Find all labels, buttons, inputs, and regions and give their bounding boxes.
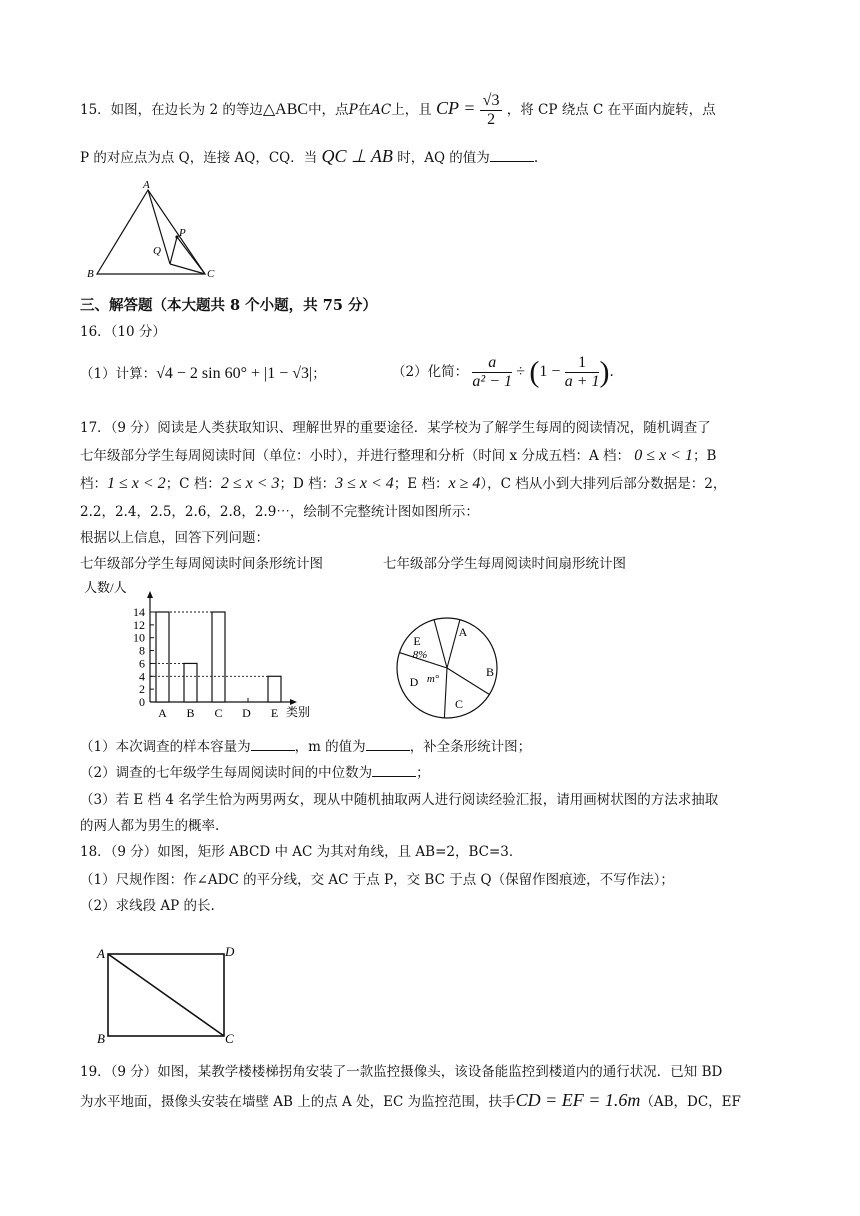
pie-chart-title: 七年级部分学生每周阅读时间扇形统计图: [383, 556, 626, 572]
answer-blank: [490, 147, 534, 162]
cp-fraction: $\frac{√3}{2}$: [480, 92, 503, 129]
label-P: P: [179, 227, 186, 239]
pie-label-B: B: [485, 665, 495, 679]
rect-label-A: A: [97, 946, 105, 961]
bar-C: [212, 612, 225, 702]
bar-xtick-A: A: [158, 706, 167, 720]
bar-ytick-0: 0: [139, 695, 145, 709]
rect-label-B: B: [97, 1031, 105, 1046]
bar-xtick-D: D: [242, 706, 251, 720]
pie-label-A: A: [458, 625, 468, 639]
q19-line1: 19．（9 分）如图，某教学楼楼梯拐角安装了一款监控摄像头，该设备能监控到楼道内的通行状况．已知 BD: [80, 1064, 723, 1080]
bar-y-arrow: [147, 591, 153, 598]
bar-xtick-E: E: [270, 706, 279, 720]
q17-line5: 根据以上信息，回答下列问题：: [80, 530, 269, 546]
q17-sub3-a: （3）若 E 档 4 名学生恰为两男两女，现从中随机抽取两人进行阅读经验汇报，请用画树状图的方法求抽取: [80, 792, 719, 808]
q17-line3: 档：1 ≤ x < 2；C 档：2 ≤ x < 3；D 档：3 ≤ x < 4；E 档：x ≥ 4），C 档从小到大排列后部分数据是：2，: [80, 475, 727, 492]
triangle-figure: [80, 178, 220, 282]
q15-line1: 15．如图，在边长为 2 的等边△ABC中，点P在AC上，且 CP = $\frac{√3}{2}$ ，将 CP 绕点 C 在平面内旋转，点: [80, 92, 716, 128]
bar-ytick-8: 8: [139, 643, 145, 658]
q17-line2: 七年级部分学生每周阅读时间（单位：小时），并进行整理和分析（时间 x 分成五档：A 档： 0 ≤ x < 1；B: [80, 447, 717, 464]
bar-ytick-10: 10: [133, 630, 145, 645]
q18-line2: （1）尺规作图：作∠ADC 的平分线，交 AC 于点 P，交 BC 于点 Q（保留作图痕迹，不写作法）；: [80, 872, 674, 888]
bar-ytick-14: 14: [133, 605, 145, 619]
rectangle-figure: [92, 942, 242, 1044]
q17-line1: 17．（9 分）阅读是人类获取知识、理解世界的重要途径．某学校为了解学生每周的阅读情况，随机调查了: [80, 420, 711, 436]
pie-annot-D: m°: [426, 673, 440, 685]
q16-part2: （2）化简： $\frac{a}{\text{a² − 1}}$ ÷ (1 − $\frac{1}{a + 1}$ ).: [392, 354, 614, 390]
q15-line2: P 的对应点为点 Q，连接 AQ，CQ．当 QC ⊥ AB 时，AQ 的值为 .: [80, 146, 539, 166]
bar-A: [156, 612, 169, 702]
bar-ylabel: 人数/人: [84, 580, 127, 595]
pie-label-E: E: [413, 634, 421, 648]
bar-chart-title: 七年级部分学生每周阅读时间条形统计图: [80, 556, 323, 572]
q19-line2: 为水平地面，摄像头安装在墙壁 AB 上的点 A 处，EC 为监控范围，扶手CD = EF = 1.6m（AB，DC，EF: [80, 1090, 741, 1110]
q16-part1: （1）计算：√4 − 2 sin 60° + |1 − √3|；: [80, 365, 326, 382]
pie-label-D: D: [409, 675, 419, 689]
section-heading: 三、解答题（本大题共 8 个小题，共 75 分）: [80, 297, 377, 314]
label-Q: Q: [153, 245, 161, 257]
label-A: A: [143, 179, 150, 191]
pie-chart: [396, 608, 506, 723]
q18-line3: （2）求线段 AP 的长.: [80, 898, 215, 914]
bar-xtick-B: B: [186, 706, 195, 720]
rect-label-C: C: [225, 1031, 234, 1046]
pie-annot-E: 8%: [412, 649, 428, 661]
bar-ytick-6: 6: [139, 656, 145, 671]
q16-head: 16．（10 分）: [80, 324, 166, 340]
bar-xlabel: 类别: [286, 705, 311, 719]
bar-B: [184, 663, 197, 702]
rect-label-D: D: [225, 944, 235, 959]
bar-ytick-2: 2: [139, 682, 145, 697]
q18-line1: 18．（9 分）如图，矩形 ABCD 中 AC 为其对角线，且 AB=2，BC=3．: [80, 844, 523, 860]
q17-sub1: （1）本次调查的样本容量为 ，m 的值为 ，补全条形统计图；: [80, 736, 531, 757]
pie-label-C: C: [454, 697, 464, 711]
q17-sub3-b: 的两人都为男生的概率.: [80, 818, 220, 834]
q17-sub2: （2）调查的七年级学生每周阅读时间的中位数为 ；: [80, 762, 430, 783]
bar-ytick-12: 12: [133, 617, 145, 632]
label-C: C: [207, 268, 215, 280]
bar-chart: [80, 578, 330, 728]
q17-line4: 2.2，2.4，2.5，2.6，2.8，2.9⋯，绘制不完整统计图如图所示：: [80, 504, 479, 520]
bar-xtick-C: C: [214, 706, 223, 720]
bar-E: [268, 676, 281, 702]
label-B: B: [87, 268, 94, 280]
bar-ytick-4: 4: [139, 669, 145, 684]
